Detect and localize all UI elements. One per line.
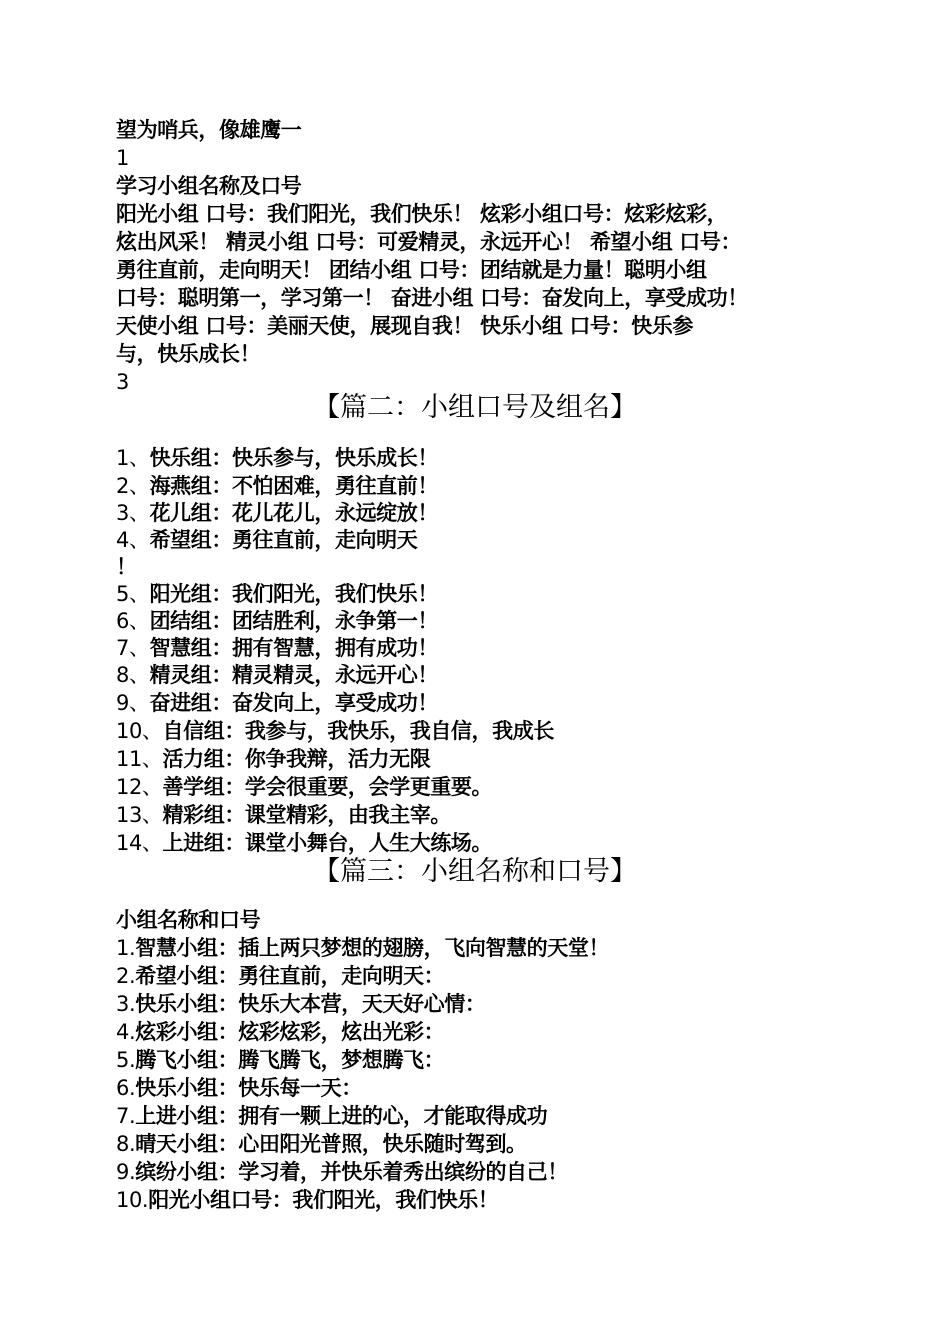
list-item-text: 海燕组：不怕困难，勇往直前！ [149,474,438,498]
intro-paragraph-line: 阳光小组 口号：我们阳光，我们快乐！ 炫彩小组口号：炫彩炫彩， [116,202,728,226]
intro-subtitle: 学习小组名称及口号 [116,174,302,198]
list-item-number: 3、 [116,501,150,525]
list-item-number: 2、 [116,474,150,498]
list-item-text: 奋进组：奋发向上，享受成功！ [149,691,438,715]
page-marker: 1 [116,146,129,170]
intro-paragraph-line: 勇往直前，走向明天！ 团结小组 口号：团结就是力量！聪明小组 [116,258,707,282]
list-item-number: 10、 [116,719,163,743]
list-item-number: 4、 [116,528,150,552]
list-item [116,1074,846,1102]
list-item-text: 精彩组：课堂精彩，由我主宰。 [162,803,451,827]
list-item [116,499,846,527]
list-item-text: 智慧组：拥有智慧，拥有成功！ [149,636,438,660]
section-heading: 【篇二：小组口号及组名】 [313,392,637,423]
list-item [116,553,846,581]
list-item [116,1130,846,1158]
list-item-number: 11、 [116,747,163,771]
list-item [116,1046,846,1074]
list-item-number: 5、 [116,582,150,606]
list-item-text: 善学组：学会很重要，会学更重要。 [162,775,493,799]
intro-line: 望为哨兵，像雄鹰一 [116,118,302,142]
list-item [116,773,846,801]
list-item-number: 14、 [116,831,163,855]
intro-paragraph-line: 与，快乐成长！ [116,342,261,366]
list-item-number: 3. [116,992,136,1016]
list-item-number: 1. [116,936,136,960]
list-item-text: 上进组：课堂小舞台，人生大练场。 [162,831,493,855]
list-item-text: 腾飞小组：腾飞腾飞，梦想腾飞： [135,1048,445,1072]
intro-paragraph-line: 天使小组 口号：美丽天使，展现自我！ 快乐小组 口号：快乐参 [116,314,693,338]
list-item-text: 希望组：勇往直前，走向明天 [149,528,418,552]
list-item [116,745,846,773]
list-item-text: 上进小组：拥有一颗上进的心，才能取得成功 [135,1104,548,1128]
intro-paragraph-line: 口号：聪明第一，学习第一！ 奋进小组 口号：奋发向上，享受成功！ [116,286,748,310]
list-item-text: 快乐小组：快乐大本营，天天好心情： [135,992,486,1016]
page-marker: 3 [116,370,129,394]
list-item [116,444,846,472]
list-item-number: 9. [116,1160,136,1184]
list-item-number: 7、 [116,636,150,660]
list-item-number: 9、 [116,691,150,715]
list-item [116,472,846,500]
list-item [116,580,846,608]
list-item-number: 6、 [116,609,150,633]
list-item [116,607,846,635]
list-item [116,689,846,717]
list-item [116,934,846,962]
list-item-number: 10. [116,1188,149,1212]
list-item [116,717,846,745]
list-item-text: 晴天小组：心田阳光普照，快乐随时驾到。 [135,1132,527,1156]
list-item [116,526,846,554]
list-item-text: 缤纷小组：学习着，并快乐着秀出缤纷的自己！ [135,1160,568,1184]
list-item-number: 7. [116,1104,136,1128]
list-item-text: 希望小组：勇往直前，走向明天： [135,964,445,988]
list-item [116,962,846,990]
list-item-text: ！ [116,555,137,579]
list-item [116,801,846,829]
list-item-number: 8、 [116,663,150,687]
list-item-text: 炫彩小组：炫彩炫彩，炫出光彩： [135,1020,445,1044]
list-item-text: 智慧小组：插上两只梦想的翅膀，飞向智慧的天堂！ [135,936,610,960]
list-item-number: 13、 [116,803,163,827]
list-item-number: 8. [116,1132,136,1156]
list-item-number: 1、 [116,446,150,470]
section-subtitle: 小组名称和口号 [116,908,261,932]
list-item-text: 阳光小组口号：我们阳光，我们快乐！ [148,1188,499,1212]
intro-paragraph-line: 炫出风采！ 精灵小组 口号：可爱精灵，永远开心！ 希望小组 口号： [116,230,742,254]
list-item-text: 花儿组：花儿花儿，永远绽放！ [149,501,438,525]
list-item-text: 精灵组：精灵精灵，永远开心！ [149,663,438,687]
list-item-number: 6. [116,1076,136,1100]
list-item [116,1186,846,1214]
list-item-text: 自信组：我参与，我快乐，我自信，我成长 [162,719,554,743]
list-item [116,634,846,662]
section-heading: 【篇三：小组名称和口号】 [313,856,637,887]
list-item [116,661,846,689]
list-item [116,1158,846,1186]
list-item-number: 2. [116,964,136,988]
list-item-number: 12、 [116,775,163,799]
list-item [116,829,846,857]
list-item-text: 活力组：你争我辩，活力无限 [162,747,431,771]
list-item-text: 快乐小组：快乐每一天： [135,1076,362,1100]
list-item-text: 团结组：团结胜利，永争第一！ [149,609,438,633]
list-item [116,1102,846,1130]
list-item-text: 阳光组：我们阳光，我们快乐！ [149,582,438,606]
list-item [116,990,846,1018]
list-item-text: 快乐组：快乐参与，快乐成长！ [149,446,438,470]
list-item-number: 5. [116,1048,136,1072]
list-item-number: 4. [116,1020,136,1044]
list-item [116,1018,846,1046]
